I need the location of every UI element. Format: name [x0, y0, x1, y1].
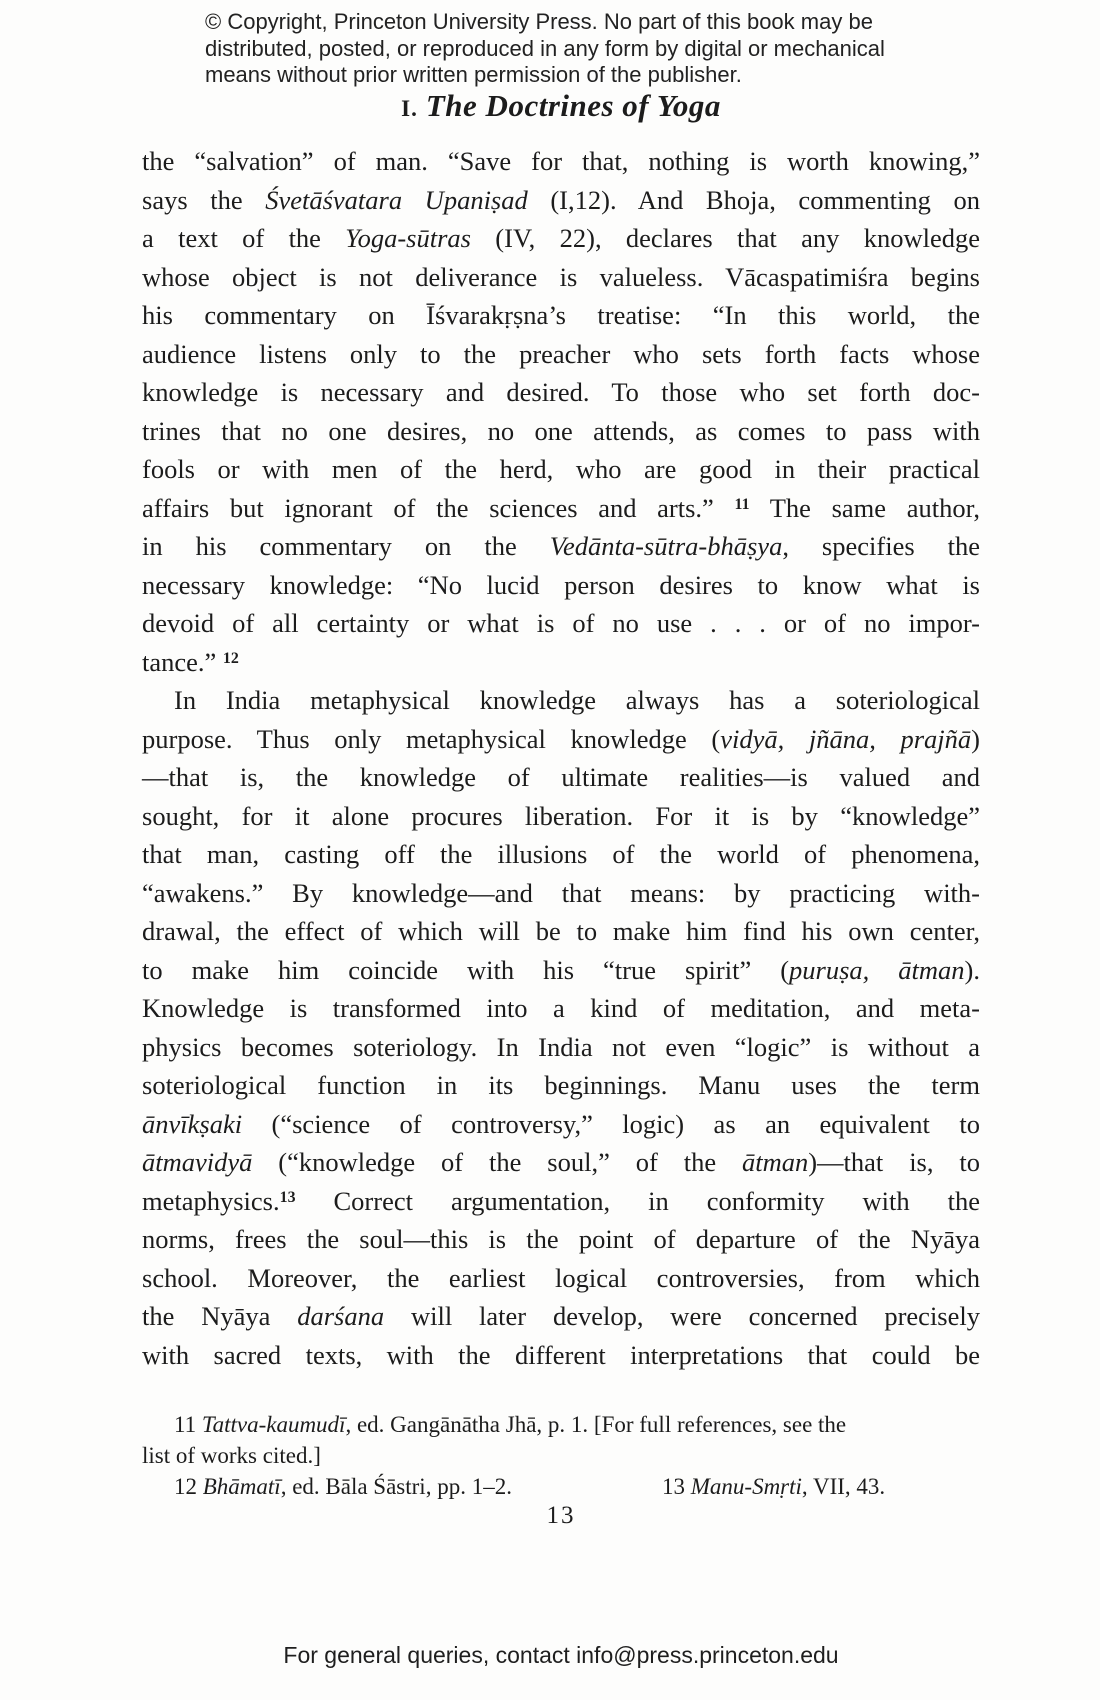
footer-contact: For general queries, contact info@press.princeton.edu: [283, 1642, 839, 1668]
footnote-13: [662, 1471, 885, 1502]
text-run: fools or with men of the herd, who are good in their practical: [142, 454, 980, 484]
footnote-ref: 13: [279, 1188, 296, 1206]
text-run-group: [142, 185, 980, 215]
text-line: [142, 373, 980, 412]
italic-term: Bhāmatī: [202, 1474, 281, 1499]
text-run-group: [142, 1186, 980, 1216]
text-line: [142, 835, 980, 874]
text-run-group: [142, 531, 980, 561]
text-run: physics becomes soteriology. In India not even “logic” is without a: [142, 1031, 980, 1062]
italic-term: ātman: [741, 1147, 809, 1177]
text-run: , ed. Gangānātha Jhā, p. 1. [For full references, see the: [345, 1412, 847, 1437]
footnote-row: [142, 1471, 980, 1502]
italic-term: Tattva-kaumudī: [201, 1412, 346, 1437]
text-run-group: [205, 36, 885, 61]
text-run-group: [142, 454, 980, 484]
text-run: a text of the: [142, 223, 346, 253]
text-run-group: [142, 801, 980, 831]
text-run: In India metaphysical knowledge always has a soteriological: [174, 685, 980, 715]
text-run: “awakens.” By knowledge—and that means: by practicing with-: [142, 877, 980, 908]
text-run: purpose. Thus only metaphysical knowledge (: [142, 723, 721, 754]
text-run: in his commentary on the: [142, 531, 550, 561]
italic-term: Vedānta-sūtra-bhāṣya: [549, 531, 783, 561]
text-run-group: [174, 1474, 512, 1499]
text-run: affairs but ignorant of the sciences and arts.”: [142, 492, 735, 523]
text-line: [142, 219, 980, 258]
text-run: metaphysics.: [142, 1185, 280, 1216]
text-line: [142, 142, 980, 181]
copyright-line: [205, 62, 885, 89]
text-run: tance.”: [142, 646, 223, 677]
text-run-group: [142, 647, 239, 677]
body-text: [142, 142, 980, 1374]
text-line: [142, 258, 980, 297]
italic-term: ātmavidyā: [142, 1147, 253, 1177]
text-run: the “salvation” of man. “Save for that, nothing is worth knowing,”: [142, 146, 980, 176]
text-run-group: [142, 878, 980, 908]
text-run-group: [142, 1032, 980, 1062]
text-run-group: [142, 916, 980, 946]
text-run-group: [142, 416, 980, 446]
text-line: [142, 1028, 980, 1067]
text-run: his commentary on Īśvarakṛṣna’s treatise: “In this world, the: [142, 300, 980, 330]
text-run-group: [174, 1412, 846, 1437]
text-line: [142, 412, 980, 451]
text-run-group: [142, 339, 980, 369]
text-run-group: [142, 1263, 980, 1293]
text-run: devoid of all certainty or what is of no use . . . or of no impor-: [142, 608, 980, 638]
text-line: [142, 489, 980, 528]
text-line: [142, 604, 980, 643]
text-line: [142, 181, 980, 220]
text-run: 12: [174, 1474, 203, 1499]
text-line: [142, 1105, 980, 1144]
text-line: [142, 1297, 980, 1336]
text-run: ).: [964, 954, 980, 985]
text-run-group: [205, 62, 742, 87]
text-run-group: [142, 993, 980, 1023]
text-run-group: [142, 1443, 321, 1468]
text-run: (I,12). And Bhoja, commenting on: [527, 184, 980, 215]
text-run-group: [142, 1301, 980, 1331]
text-run-group: [142, 300, 980, 330]
text-run: that man, casting off the illusions of the world of phenomena,: [142, 839, 980, 869]
text-line: [142, 1220, 980, 1259]
text-run-group: [142, 762, 980, 792]
text-run: trines that no one desires, no one attends, as comes to pass with: [142, 415, 980, 446]
chapter-heading: [142, 88, 980, 124]
text-line: [142, 874, 980, 913]
text-line: [142, 1259, 980, 1298]
text-run: soteriological function in its beginnings. Manu uses the term: [142, 1070, 980, 1100]
text-run: —that is, the knowledge of ultimate realities—is valued and: [142, 762, 980, 792]
text-run-group: [142, 223, 980, 253]
text-line: [142, 1066, 980, 1105]
text-run: , VII, 43.: [801, 1474, 886, 1499]
italic-term: Śvetāśvatara Upaniṣad: [265, 184, 528, 215]
copyright-line: [205, 9, 885, 36]
text-run: (“science of controversy,” logic) as an equivalent to: [242, 1108, 980, 1139]
footnotes: [142, 1409, 980, 1502]
text-run: © Copyright, Princeton University Press. No part of this book may be: [205, 9, 873, 34]
text-run: to make him coincide with his “true spirit” (: [142, 954, 790, 985]
text-run-group: [205, 9, 873, 34]
text-run-group: [142, 1070, 980, 1100]
text-run-group: [142, 570, 980, 600]
chapter-number: I.: [401, 96, 418, 121]
copyright-notice: [205, 9, 885, 89]
text-run: sought, for it alone procures liberation. For it is by “knowledge”: [142, 800, 980, 831]
text-line: [142, 720, 980, 759]
text-line: [142, 296, 980, 335]
text-run: ): [971, 723, 980, 754]
text-line: [142, 681, 980, 720]
text-run-group: [142, 1340, 980, 1370]
text-run-group: [142, 1224, 980, 1254]
text-run-group: [142, 377, 980, 407]
text-run: 11: [174, 1412, 202, 1437]
text-run: Correct argumentation, in conformity with the: [295, 1185, 980, 1216]
text-run-group: [142, 1109, 980, 1139]
text-run: the Nyāya: [142, 1301, 298, 1331]
text-line: [142, 912, 980, 951]
footnote-ref: 11: [734, 495, 750, 513]
text-run: distributed, posted, or reproduced in any form by digital or mechanical: [205, 35, 885, 61]
page-number: 13: [546, 1502, 576, 1529]
text-line: [142, 989, 980, 1028]
footnote-line: [142, 1440, 980, 1471]
italic-term: Manu-Smṛti: [690, 1474, 802, 1499]
text-run: (“knowledge of the soul,” of the: [252, 1147, 742, 1177]
text-line: [142, 527, 980, 566]
text-run-group: [142, 146, 980, 176]
text-line: [142, 1182, 980, 1221]
text-run-group: [142, 493, 980, 523]
text-line: [142, 758, 980, 797]
text-run: necessary knowledge: “No lucid person desires to know what is: [142, 569, 980, 600]
text-line: [142, 643, 980, 682]
text-run: audience listens only to the preacher who sets forth facts whose: [142, 338, 980, 369]
footnote-ref: 12: [222, 649, 239, 667]
copyright-line: [205, 36, 885, 63]
italic-term: puruṣa, ātman: [789, 954, 965, 985]
text-line: [142, 951, 980, 990]
italic-term: Yoga-sūtras: [345, 223, 471, 253]
italic-term: vidyā, jñāna, prajñā: [720, 723, 972, 754]
text-line: [142, 797, 980, 836]
text-run-group: [142, 262, 980, 292]
text-run: means without prior written permission of the publisher.: [205, 62, 742, 87]
text-run-group: [142, 955, 980, 985]
text-run: The same author,: [749, 492, 981, 523]
text-run-group: [662, 1474, 885, 1499]
text-run: norms, frees the soul—this is the point of departure of the Nyāya: [142, 1224, 980, 1254]
text-run: (IV, 22), declares that any knowledge: [470, 223, 980, 253]
text-run-group: [142, 1147, 980, 1177]
text-run-group: [142, 839, 980, 869]
text-run: whose object is not deliverance is valueless. Vācaspatimiśra begins: [142, 261, 980, 292]
text-run: , specifies the: [782, 531, 980, 561]
text-run-group: [142, 608, 980, 638]
text-run: drawal, the effect of which will be to make him find his own center,: [142, 916, 980, 946]
italic-term: darśana: [297, 1301, 385, 1331]
text-run: Knowledge is transformed into a kind of meditation, and meta-: [142, 993, 980, 1023]
text-run: school. Moreover, the earliest logical controversies, from which: [142, 1262, 980, 1293]
text-line: [142, 335, 980, 374]
text-run: list of works cited.]: [142, 1443, 321, 1468]
text-line: [142, 450, 980, 489]
footnote-line: [142, 1409, 980, 1440]
text-line: [142, 1336, 980, 1375]
footnote-12: [174, 1471, 512, 1502]
text-run-group: [142, 724, 980, 754]
text-line: [142, 1143, 980, 1182]
text-run: , ed. Bāla Śāstri, pp. 1–2.: [280, 1474, 512, 1499]
chapter-title: The Doctrines of Yoga: [425, 88, 721, 123]
text-run-group: [174, 685, 980, 715]
text-run: with sacred texts, with the different interpretations that could be: [142, 1339, 980, 1370]
text-run: says the: [142, 184, 266, 215]
text-line: [142, 566, 980, 605]
italic-term: ānvīkṣaki: [142, 1108, 243, 1139]
text-run: 13: [662, 1474, 691, 1499]
text-run: knowledge is necessary and desired. To those who set forth doc-: [142, 377, 980, 407]
text-run: will later develop, were concerned precisely: [384, 1301, 980, 1331]
text-run: )—that is, to: [808, 1147, 980, 1177]
